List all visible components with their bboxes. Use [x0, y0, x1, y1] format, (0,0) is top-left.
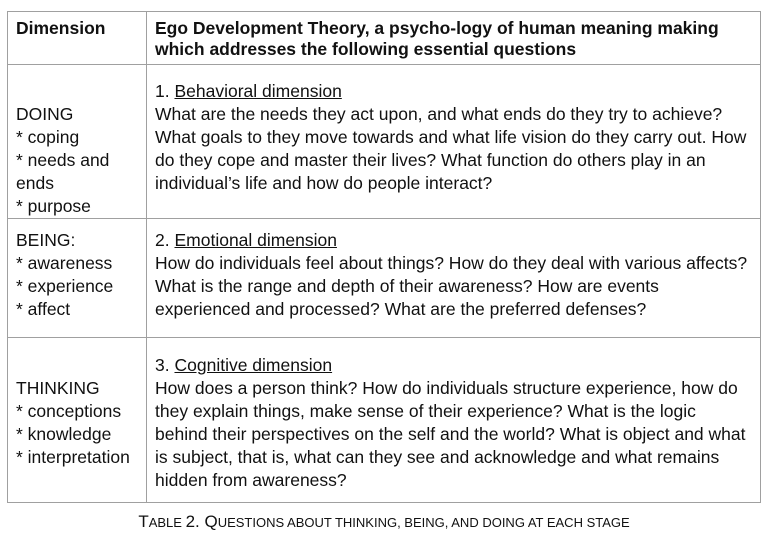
- table-row: [8, 65, 761, 219]
- questions-cell: [147, 338, 761, 503]
- section-heading: [155, 229, 752, 252]
- section-heading: [155, 354, 752, 377]
- header-dimension: Dimension: [8, 12, 147, 65]
- section-number: 1.: [155, 81, 170, 101]
- caption-cap: 2. Q: [185, 512, 218, 531]
- table-header-row: [8, 12, 761, 65]
- table-row: [8, 219, 761, 338]
- dimension-title: DOING: [16, 104, 74, 124]
- section-heading: [155, 80, 752, 103]
- table-caption: [0, 512, 768, 532]
- dimension-title: THINKING: [16, 378, 100, 398]
- dimension-item: * affect: [16, 299, 71, 319]
- section-number: 3.: [155, 355, 170, 375]
- section-number: 2.: [155, 230, 170, 250]
- section-questions: How does a person think? How do individuals structure experience, how do they explain things, make sense of their experience? What is the logic behind their perspectives on the self and the world? What is object and what is subject, that is, what can they see and acknowledge and what remains hidden from awareness?: [155, 378, 746, 490]
- section-title: Cognitive dimension: [174, 355, 333, 375]
- dimension-item: * purpose: [16, 196, 91, 216]
- dimension-cell: [8, 219, 147, 338]
- dimension-cell: [8, 338, 147, 503]
- dimension-item: * coping: [16, 127, 80, 147]
- dimension-item: * needs and ends: [16, 150, 110, 193]
- caption-smallcaps: ABLE: [148, 515, 186, 530]
- questions-cell: [147, 65, 761, 219]
- dimension-item: * experience: [16, 276, 114, 296]
- header-description: Ego Development Theory, a psycho-logy of human meaning making which addresses the following essential questions: [147, 12, 761, 65]
- dimension-title: BEING:: [16, 230, 76, 250]
- dimension-item: * interpretation: [16, 447, 130, 467]
- ego-development-table: [7, 11, 761, 503]
- section-questions: How do individuals feel about things? How do they deal with various affects? What is the range and depth of their awareness? How are events experienced and processed? What are the preferred defenses?: [155, 253, 748, 319]
- questions-cell: [147, 219, 761, 338]
- dimension-item: * knowledge: [16, 424, 112, 444]
- dimension-item: * awareness: [16, 253, 113, 273]
- section-title: Behavioral dimension: [174, 81, 342, 101]
- section-questions: What are the needs they act upon, and what ends do they try to achieve? What goals to they move towards and what life vision do they carry out. How do they cope and master their lives? What function do others play in an individual’s life and how do people interact?: [155, 104, 747, 193]
- caption-smallcaps: UESTIONS ABOUT THINKING, BEING, AND DOING AT EACH STAGE: [217, 515, 630, 530]
- table-row: [8, 338, 761, 503]
- caption-cap: T: [138, 512, 149, 531]
- section-title: Emotional dimension: [174, 230, 337, 250]
- dimension-item: * conceptions: [16, 401, 122, 421]
- dimension-cell: [8, 65, 147, 219]
